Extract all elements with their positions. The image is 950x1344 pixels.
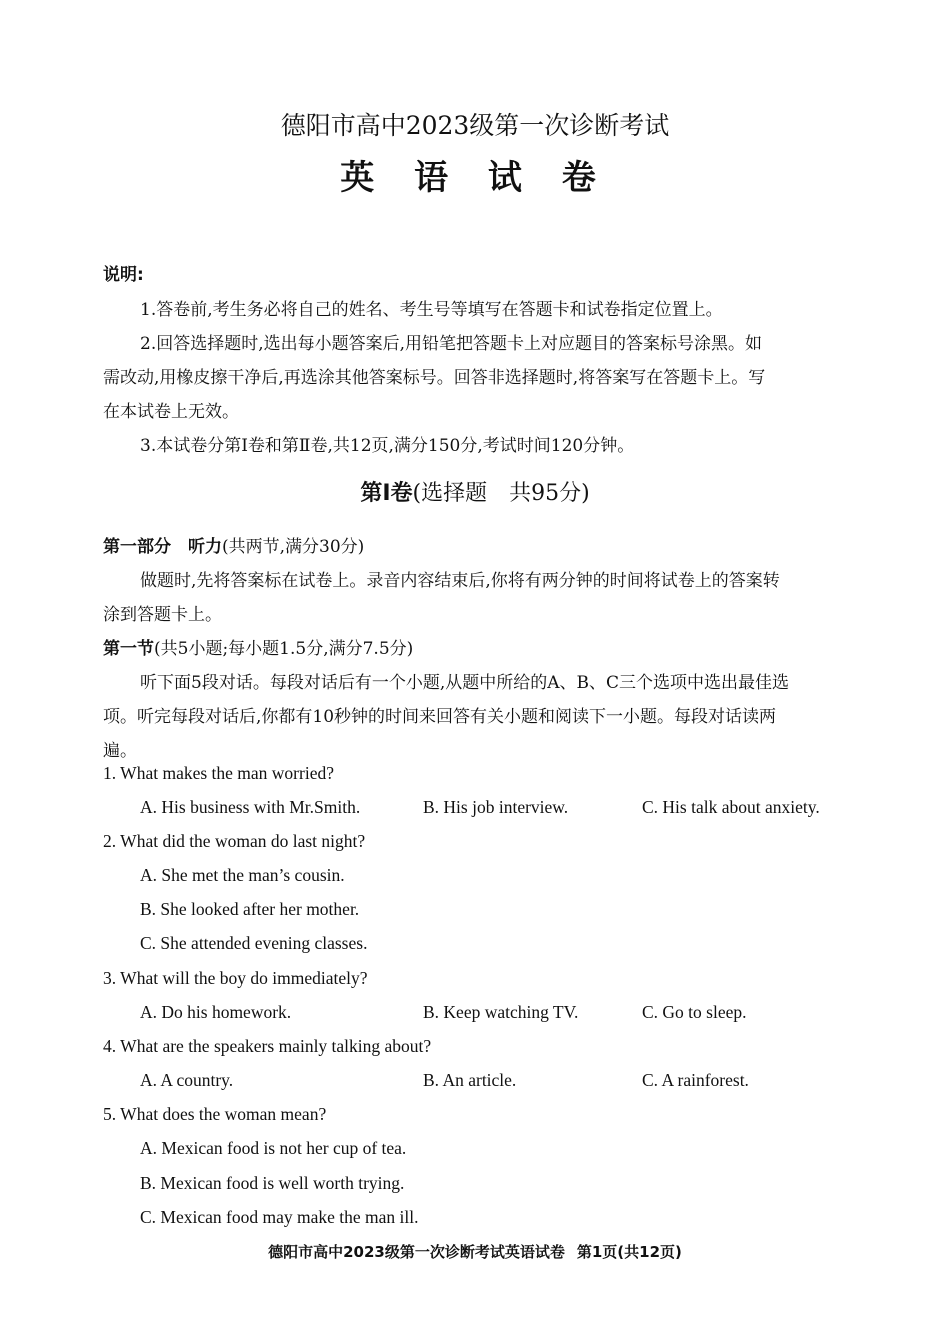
part1-heading-strong: 第一部分 听力 <box>103 537 222 557</box>
question-1-stem: 1. What makes the man worried? <box>103 763 334 783</box>
question-4-stem: 4. What are the speakers mainly talking about? <box>103 1036 432 1056</box>
part1-heading-rest: (共两节,满分30分) <box>222 537 365 557</box>
question-3-option-b: B. Keep watching TV. <box>423 1002 579 1022</box>
question-1-option-a: A. His business with Mr.Smith. <box>140 797 361 817</box>
section1-intro-a: 听下面5段对话。每段对话后有一个小题,从题中所给的A、B、C三个选项中选出最佳选 <box>140 673 789 693</box>
section1-intro-b: 项。听完每段对话后,你都有10秒钟的时间来回答有关小题和阅读下一小题。每段对话读两 <box>103 707 777 727</box>
question-5-option-c: C. Mexican food may make the man ill. <box>140 1207 419 1227</box>
part1-heading <box>103 532 364 557</box>
volume-title-rest: (选择题 共95分) <box>412 481 590 506</box>
instruction-2-line-c: 在本试卷上无效。 <box>103 402 239 422</box>
section1-heading-strong: 第一节 <box>103 639 154 659</box>
question-2-stem: 2. What did the woman do last night? <box>103 831 366 851</box>
volume-title-strong: 第Ⅰ卷 <box>360 481 413 506</box>
question-1-option-b: B. His job interview. <box>423 797 569 817</box>
section1-heading <box>103 634 413 659</box>
question-3-option-c: C. Go to sleep. <box>642 1002 747 1022</box>
question-4-option-a: A. A country. <box>140 1070 234 1090</box>
question-2-option-c: C. She attended evening classes. <box>140 933 368 953</box>
question-4-option-b: B. An article. <box>423 1070 517 1090</box>
section1-heading-rest: (共5小题;每小题1.5分,满分7.5分) <box>154 639 414 659</box>
part1-intro-a: 做题时,先将答案标在试卷上。录音内容结束后,你将有两分钟的时间将试卷上的答案转 <box>140 571 780 591</box>
question-2-option-b: B. She looked after her mother. <box>140 899 360 919</box>
question-4-option-c: C. A rainforest. <box>642 1070 749 1090</box>
instruction-2-line-b: 需改动,用橡皮擦干净后,再选涂其他答案标号。回答非选择题时,将答案写在答题卡上。写 <box>103 368 766 388</box>
instruction-1: 1.答卷前,考生务必将自己的姓名、考生号等填写在答题卡和试卷指定位置上。 <box>140 300 723 320</box>
question-1-option-c: C. His talk about anxiety. <box>642 797 820 817</box>
instructions-label: 说明: <box>103 265 144 285</box>
exam-subject-title: 英 语 试 卷 <box>340 158 610 198</box>
footer-title: 德阳市高中2023级第一次诊断考试英语试卷 <box>268 1243 565 1261</box>
question-5-option-a: A. Mexican food is not her cup of tea. <box>140 1138 407 1158</box>
footer-page-number: 第1页(共12页) <box>576 1243 682 1261</box>
instruction-2-line-a: 2.回答选择题时,选出每小题答案后,用铅笔把答题卡上对应题目的答案标号涂黑。如 <box>140 334 763 354</box>
volume-title <box>0 476 950 507</box>
question-3-stem: 3. What will the boy do immediately? <box>103 968 368 988</box>
page-footer <box>0 1241 950 1262</box>
instruction-3: 3.本试卷分第Ⅰ卷和第Ⅱ卷,共12页,满分150分,考试时间120分钟。 <box>140 436 635 456</box>
part1-intro-b: 涂到答题卡上。 <box>103 605 222 625</box>
exam-title: 德阳市高中2023级第一次诊断考试 <box>280 111 670 140</box>
question-3-option-a: A. Do his homework. <box>140 1002 292 1022</box>
question-5-option-b: B. Mexican food is well worth trying. <box>140 1173 405 1193</box>
question-2-option-a: A. She met the man’s cousin. <box>140 865 345 885</box>
section1-intro-c: 遍。 <box>103 741 137 761</box>
question-5-stem: 5. What does the woman mean? <box>103 1104 327 1124</box>
